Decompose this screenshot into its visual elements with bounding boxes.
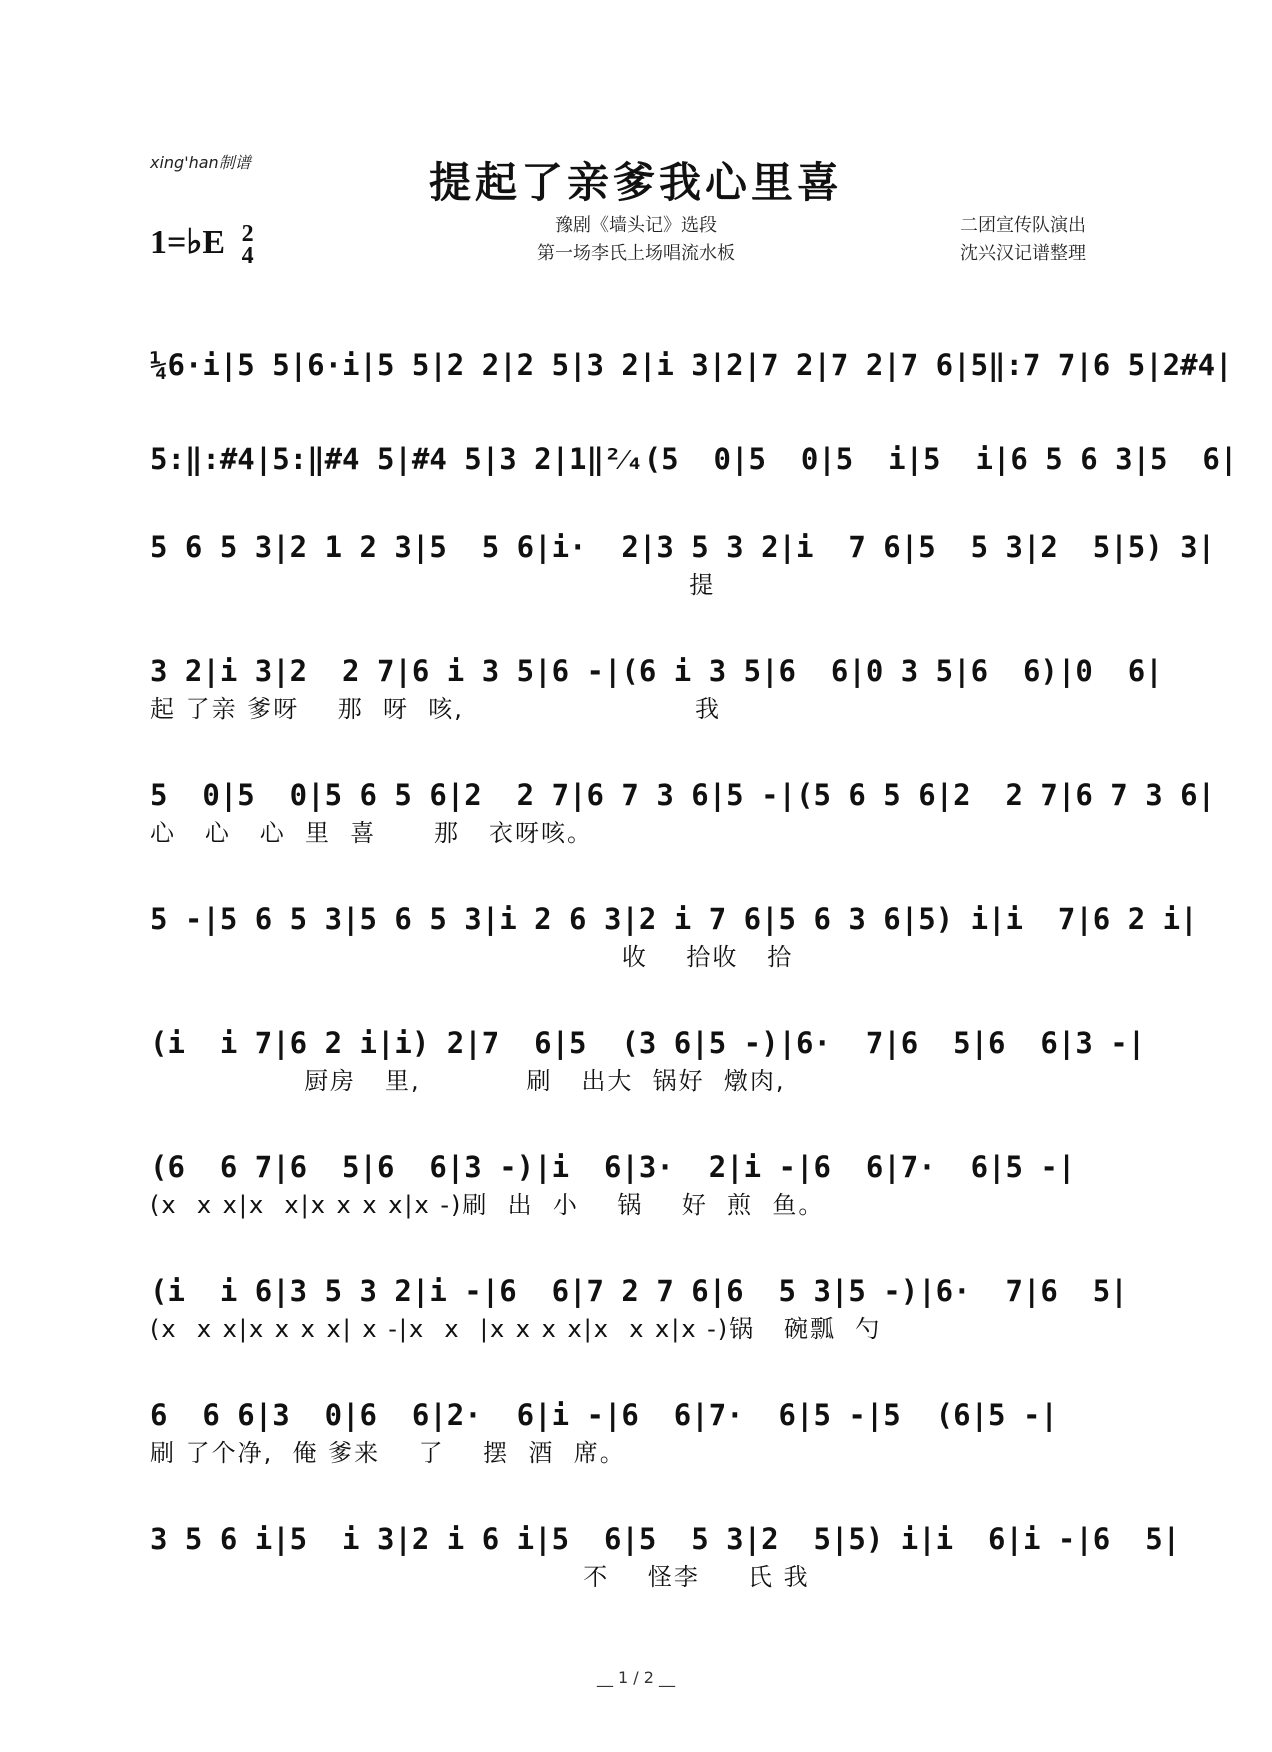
lyric-line-9: (x x x|x x x x| x -|x x |x x x x|x x x|x -)锅 碗瓢 勺	[150, 1315, 882, 1343]
score-line-4: 3 2|i 3|2 2 7|6 i 3 5|6 -|(6 i 3 5|6 6|0 3 5|6 6)|0 6|	[150, 654, 1163, 688]
lyric-line-8: (x x x|x x|x x x x|x -)刷 出 小 锅 好 煎 鱼。	[150, 1191, 825, 1219]
score-line-9: (i i 6|3 5 3 2|i -|6 6|7 2 7 6|6 5 3|5 -)|6· 7|6 5|	[150, 1274, 1128, 1308]
subtitle-scene: 第一场李氏上场唱流水板	[537, 243, 735, 264]
time-bottom: 4	[241, 243, 254, 270]
score-line-11: 3 5 6 i|5 i 3|2 i 6 i|5 6|5 5 3|2 5|5) i|i 6|i -|6 5|	[150, 1522, 1181, 1556]
lyric-line-6: 收 拾收 拾	[150, 943, 794, 971]
score-line-10: 6 6 6|3 0|6 6|2· 6|i -|6 6|7· 6|5 -|5 (6|5 -|	[150, 1398, 1058, 1432]
score-line-7: (i i 7|6 2 i|i) 2|7 6|5 (3 6|5 -)|6· 7|6 5|6 6|3 -|	[150, 1026, 1146, 1060]
lyric-line-11: 不 怪李 氏 我	[150, 1563, 810, 1591]
lyric-line-5: 心 心 心 里 喜 那 衣呀咳。	[150, 819, 593, 847]
song-title: 提起了亲爹我心里喜	[428, 158, 843, 207]
score-line-1: ¼6·i|5 5|6·i|5 5|2 2|2 5|3 2|i 3|2|7 2|7 2|7 6|5‖:7 7|6 5|2#4|	[150, 348, 1233, 382]
score-line-5: 5 0|5 0|5 6 5 6|2 2 7|6 7 3 6|5 -|(5 6 5 6|2 2 7|6 7 3 6|	[150, 778, 1216, 812]
lyric-line-7: 厨房 里, 刷 出大 锅好 燉肉,	[150, 1067, 786, 1095]
score-line-8: (6 6 7|6 5|6 6|3 -)|i 6|3· 2|i -|6 6|7· 6|5 -|	[150, 1150, 1076, 1184]
score-line-2: 5:‖:#4|5:‖#4 5|#4 5|3 2|1‖²⁄₄(5 0|5 0|5 i|5 i|6 5 6 3|5 6|	[150, 442, 1238, 476]
page-number: __ 1 / 2 __	[596, 1668, 676, 1687]
credits-right	[960, 212, 1086, 268]
arranger-credit: xing'han制谱	[150, 153, 251, 172]
transcriber-credit: 沈兴汉记谱整理	[960, 243, 1086, 264]
performer-credit: 二团宣传队演出	[960, 215, 1086, 236]
score-line-6: 5 -|5 6 5 3|5 6 5 3|i 2 6 3|2 i 7 6|5 6 3 6|5) i|i 7|6 2 i|	[150, 902, 1198, 936]
time-top: 2	[241, 221, 254, 248]
key-label: 1=♭E	[150, 224, 226, 261]
lyric-line-3: 提	[150, 571, 716, 599]
lyric-line-4: 起 了亲 爹呀 那 呀 咳, 我	[150, 695, 722, 723]
score-line-3: 5 6 5 3|2 1 2 3|5 5 6|i· 2|3 5 3 2|i 7 6|5 5 3|2 5|5) 3|	[150, 530, 1216, 564]
subtitle-source: 豫剧《墙头记》选段	[555, 215, 717, 236]
lyric-line-10: 刷 了个净, 俺 爹来 了 摆 酒 席。	[150, 1439, 626, 1467]
